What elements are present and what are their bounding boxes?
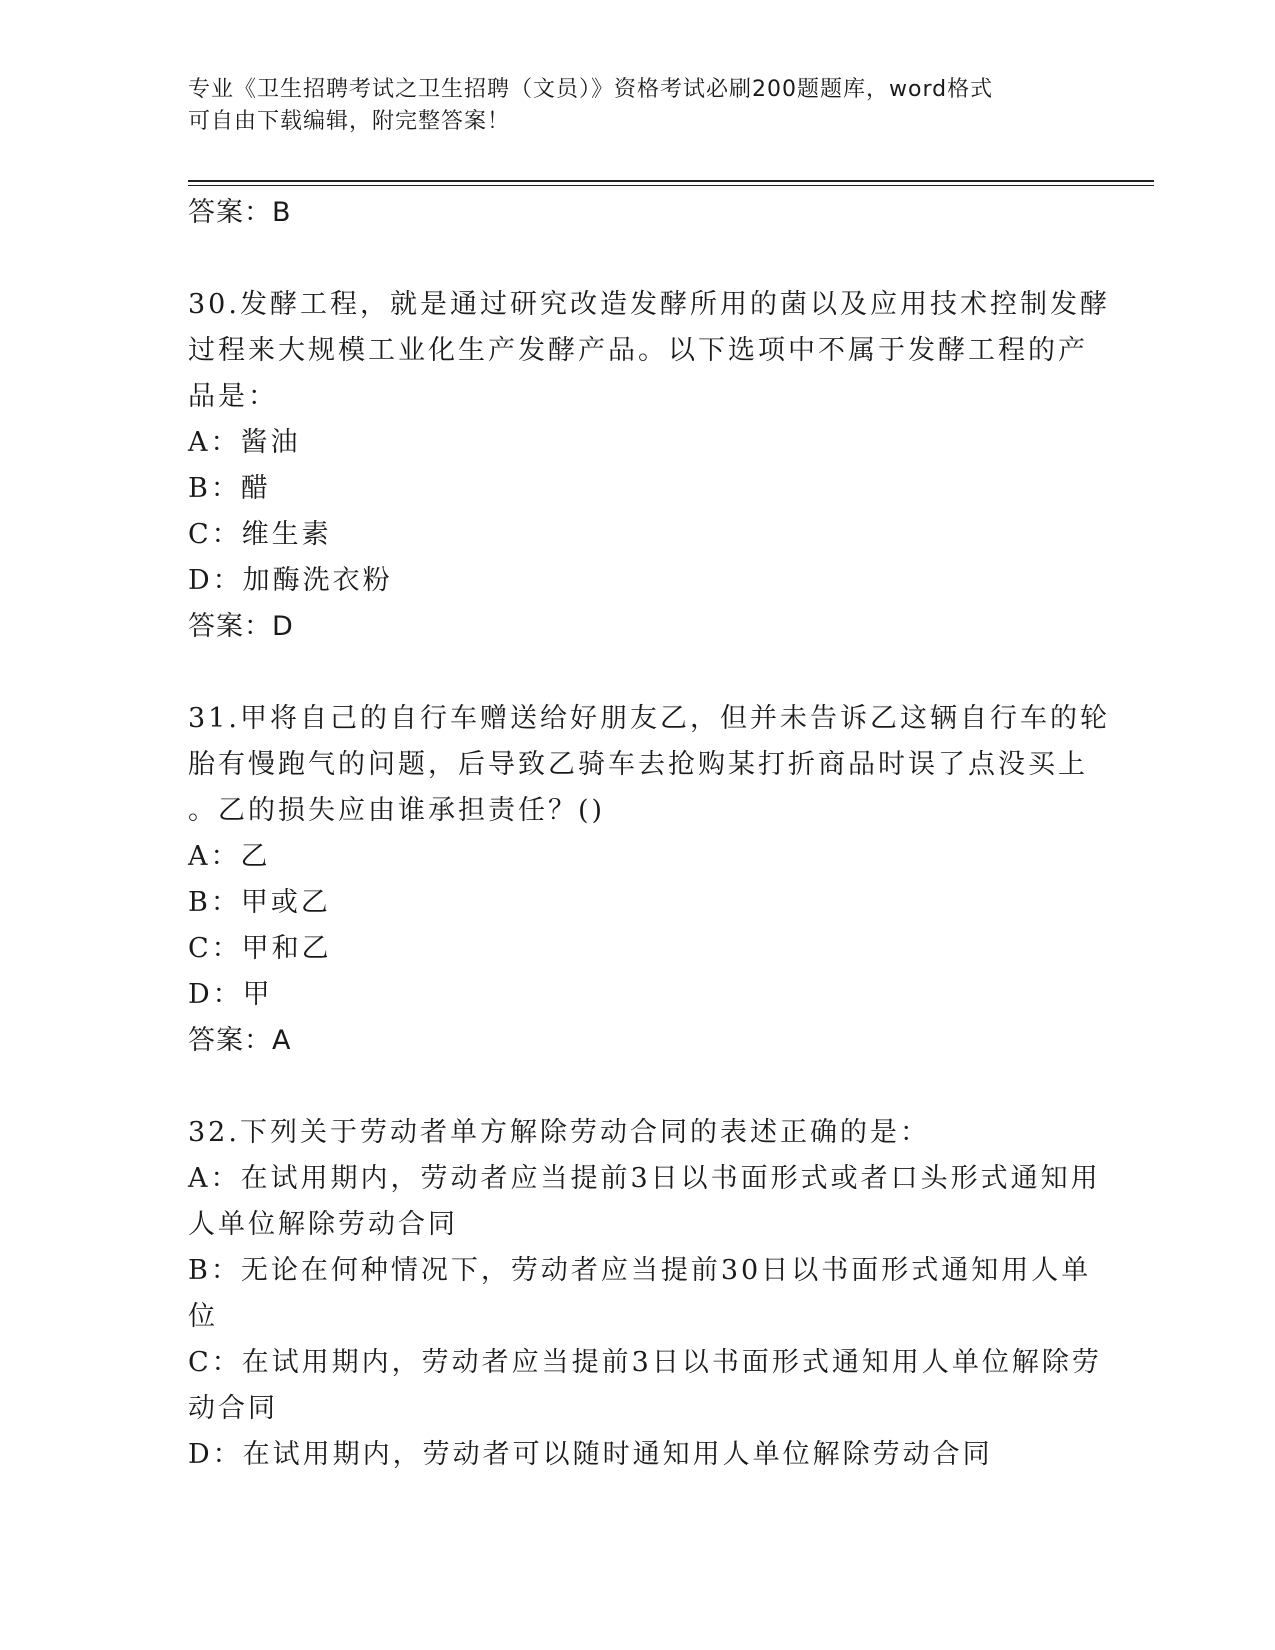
question-stem-line: 30.发酵工程，就是通过研究改造发酵所用的菌以及应用技术控制发酵 — [188, 289, 1110, 320]
header-line-1: 专业《卫生招聘考试之卫生招聘（文员）》资格考试必刷200题题库，word格式 — [188, 77, 994, 102]
question-stem-line: 胎有慢跑气的问题，后导致乙骑车去抢购某打折商品时误了点没买上 — [188, 749, 1088, 780]
option-a: A：乙 — [188, 841, 271, 872]
option-b: B：醋 — [188, 473, 271, 504]
question-31 — [188, 696, 1110, 1064]
header-divider-thin — [188, 185, 1154, 186]
document-header — [188, 74, 1088, 138]
option-b-line: 位 — [188, 1301, 218, 1332]
previous-answer: 答案：B — [188, 197, 292, 228]
question-32 — [188, 1110, 1102, 1478]
answer: 答案：A — [188, 1025, 292, 1056]
option-c: C：维生素 — [188, 519, 332, 550]
option-a-line: A：在试用期内，劳动者应当提前3日以书面形式或者口头形式通知用 — [188, 1163, 1101, 1194]
option-b-line: B：无论在何种情况下，劳动者应当提前30日以书面形式通知用人单 — [188, 1255, 1092, 1286]
answer: 答案：D — [188, 611, 294, 642]
header-line-2: 可自由下载编辑，附完整答案！ — [188, 109, 511, 134]
spacer — [188, 236, 1088, 282]
question-stem-line: 32.下列关于劳动者单方解除劳动合同的表述正确的是： — [188, 1117, 930, 1148]
option-d-line: D：在试用期内，劳动者可以随时通知用人单位解除劳动合同 — [188, 1439, 993, 1470]
question-list — [188, 190, 1110, 1478]
question-30 — [188, 282, 1110, 650]
spacer — [188, 650, 1088, 696]
question-stem-line: 31.甲将自己的自行车赠送给好朋友乙，但并未告诉乙这辆自行车的轮 — [188, 703, 1110, 734]
option-c-line: 动合同 — [188, 1393, 278, 1424]
option-c: C：甲和乙 — [188, 933, 332, 964]
question-stem-line: 。乙的损失应由谁承担责任？() — [188, 795, 606, 826]
option-a-line: 人单位解除劳动合同 — [188, 1209, 458, 1240]
header-divider-thick — [188, 180, 1154, 182]
option-c-line: C：在试用期内，劳动者应当提前3日以书面形式通知用人单位解除劳 — [188, 1347, 1102, 1378]
option-b: B：甲或乙 — [188, 887, 331, 918]
option-d: D：加酶洗衣粉 — [188, 565, 393, 596]
question-stem-line: 品是： — [188, 381, 278, 412]
option-a: A：酱油 — [188, 427, 301, 458]
option-d: D：甲 — [188, 979, 273, 1010]
spacer — [188, 1064, 1088, 1110]
question-stem-line: 过程来大规模工业化生产发酵产品。以下选项中不属于发酵工程的产 — [188, 335, 1088, 366]
